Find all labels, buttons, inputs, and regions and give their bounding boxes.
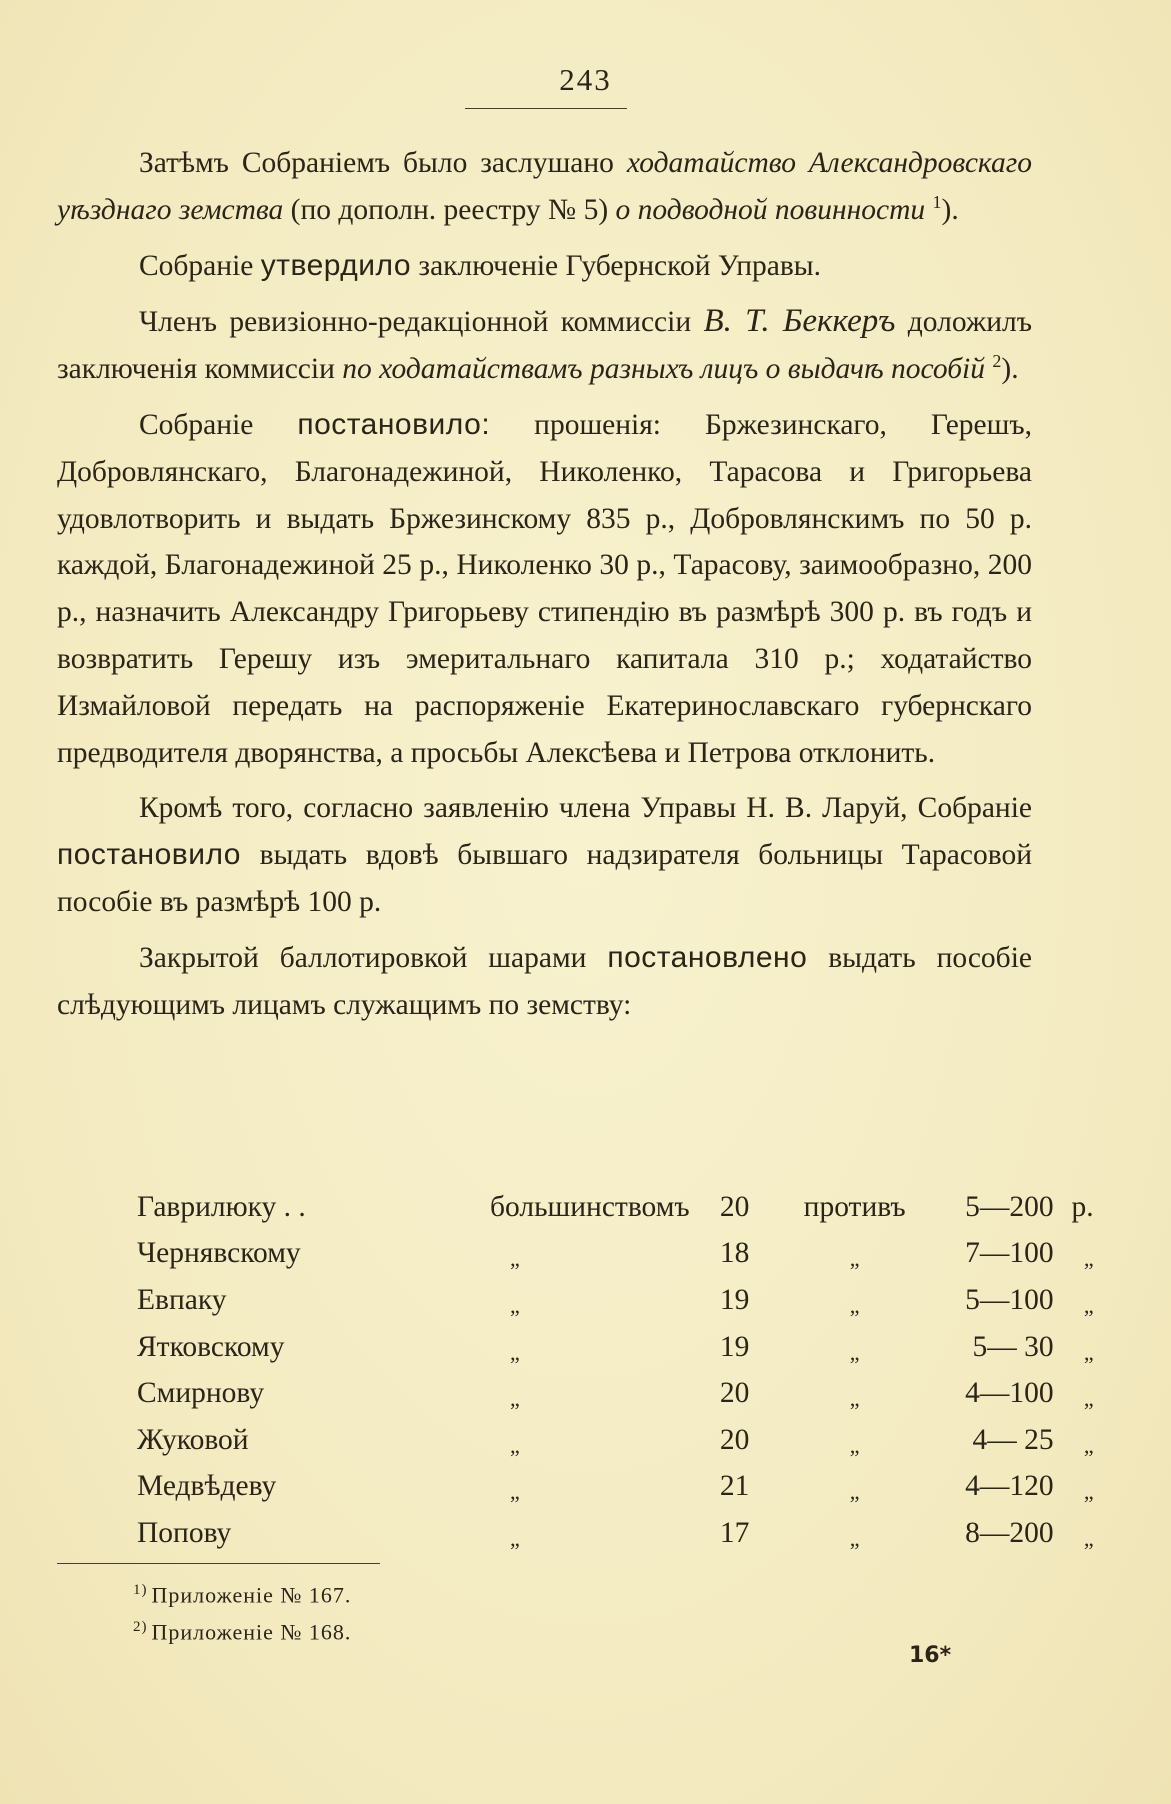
- votes-against: 5: [972, 1330, 988, 1363]
- amount: 120: [1009, 1470, 1054, 1503]
- text-span: Закрытой баллотировкой шарами: [139, 941, 608, 974]
- ditto-cell: [780, 1510, 930, 1557]
- ditto-cell: [490, 1370, 690, 1417]
- body-text: [57, 140, 1032, 1037]
- text-span: прошенія: Бржезинскаго, Герешъ, Добровлянскаго, Благонадежиной, Николенко, Тарасова и Григорьева удовлотворить и выдать Бржезинскому 835 р., Добровлянскимъ по 50 р. каждой, Благонадежиной 25 р., Николенко 30 р., Тарасову, заимообразно, 200 р., назначить Александру Григорьеву стипендію въ размѣрѣ 300 р. въ годъ и возвратить Герешу изъ эмеритальнаго капитала 310 р.; ходатайство Измайловой передать на распоряженіе Екатеринославскаго губернскаго предводителя дворянства, а просьбы Алексѣева и Петрова отклонить.: [57, 408, 1032, 769]
- ditto-cell: [1054, 1417, 1094, 1464]
- ditto-mark: „: [1083, 1386, 1094, 1412]
- text-span: доложилъ заключенія коммиссіи: [57, 306, 1032, 386]
- ditto-cell: [780, 1464, 930, 1511]
- text-span: Собраніе: [139, 249, 261, 282]
- amount: 200: [1009, 1516, 1054, 1549]
- italic-span: о подводной повинности: [615, 193, 926, 226]
- ditto-mark: „: [849, 1525, 860, 1551]
- table-row: [137, 1417, 1094, 1464]
- page-number: 243: [559, 62, 612, 97]
- votes-for: 20: [719, 1423, 750, 1456]
- result: [930, 1417, 1054, 1464]
- paragraph-3: [57, 298, 1032, 393]
- emphasis-span: постановило:: [297, 407, 491, 441]
- ditto-cell: [780, 1277, 930, 1324]
- table-row: [137, 1370, 1094, 1417]
- table-row: [137, 1324, 1094, 1371]
- footnote-mark: 2): [133, 1619, 148, 1636]
- signature-mark: 16*: [909, 1643, 952, 1668]
- dash: —: [979, 1190, 1010, 1223]
- footnote-1: [133, 1574, 351, 1611]
- ditto-mark: „: [510, 1386, 520, 1412]
- ditto-mark: „: [1083, 1432, 1094, 1458]
- ditto-mark: „: [849, 1246, 860, 1272]
- ditto-mark: „: [510, 1525, 520, 1551]
- votes-for: 19: [719, 1283, 750, 1316]
- unit: р.: [1071, 1190, 1094, 1223]
- votes-for: 18: [719, 1237, 750, 1270]
- ditto-mark: „: [849, 1339, 860, 1365]
- dash: —: [979, 1283, 1010, 1316]
- awards-table: [137, 1184, 1094, 1557]
- emphasis-span: постановило: [57, 838, 241, 872]
- text-span: ).: [941, 193, 959, 226]
- italic-span: по ходатайствамъ разныхъ лицъ о выдачѣ пособій: [342, 353, 985, 386]
- votes-for: 20: [719, 1190, 750, 1223]
- page-header: [0, 62, 1171, 98]
- footnote-ref: 1: [932, 191, 942, 212]
- award-name: Попову: [137, 1516, 232, 1549]
- dash: —: [979, 1516, 1010, 1549]
- votes-against: 4: [965, 1470, 980, 1503]
- ditto-mark: „: [1083, 1525, 1094, 1551]
- award-name: Чернявскому: [137, 1237, 301, 1270]
- ditto-mark: „: [510, 1339, 520, 1365]
- award-name: Жуковой: [137, 1423, 249, 1456]
- result: [930, 1370, 1054, 1417]
- emphasis-span: постановлено: [607, 940, 808, 974]
- table-row: [137, 1184, 1094, 1231]
- amount: 30: [1016, 1330, 1054, 1363]
- paragraph-5: [57, 785, 1032, 925]
- text-span: Затѣмъ Собраніемъ было заслушано: [139, 147, 627, 179]
- footnote-text: Приложеніе № 168.: [151, 1619, 352, 1645]
- ditto-cell: [490, 1231, 690, 1278]
- paragraph-6: [57, 935, 1032, 1029]
- italic-span: ходатайство Александровскаго уѣзднаго земства: [57, 147, 1032, 226]
- table-row: [137, 1510, 1094, 1557]
- result: [930, 1464, 1054, 1511]
- dash: —: [979, 1470, 1010, 1503]
- votes-for: 19: [719, 1330, 750, 1363]
- votes-for: 20: [719, 1377, 750, 1410]
- ditto-mark: „: [1083, 1292, 1094, 1318]
- ditto-cell: [1054, 1324, 1094, 1371]
- result: [930, 1231, 1054, 1278]
- ditto-cell: [1054, 1510, 1094, 1557]
- ditto-cell: [490, 1510, 690, 1557]
- footnote-mark: 1): [133, 1582, 148, 1598]
- table-row: [137, 1464, 1094, 1511]
- text-span: выдать пособіе слѣдующимъ лицамъ служащимъ по земству:: [57, 941, 1032, 1021]
- text-span: ).: [1001, 353, 1019, 386]
- votes-against-label: противъ: [803, 1190, 906, 1223]
- italic-name: В. Т. Беккеръ: [703, 303, 896, 340]
- text-span: Собраніе: [139, 408, 298, 441]
- ditto-cell: [780, 1417, 930, 1464]
- votes-against: 4: [972, 1423, 988, 1456]
- ditto-cell: [490, 1277, 690, 1324]
- paragraph-2: [57, 243, 1032, 290]
- ditto-cell: [780, 1324, 930, 1371]
- footnote-ref: 2: [992, 351, 1002, 372]
- amount: 100: [1009, 1237, 1054, 1270]
- footnote-text: Приложеніе № 167.: [151, 1582, 352, 1608]
- ditto-cell: [490, 1464, 690, 1511]
- table-row: [137, 1277, 1094, 1324]
- result: [930, 1510, 1054, 1557]
- votes-against: 4: [965, 1377, 980, 1410]
- amount: 100: [1009, 1283, 1054, 1316]
- table-row: [137, 1231, 1094, 1278]
- votes-against: 5: [965, 1190, 980, 1223]
- vote-label: большинствомъ: [490, 1190, 690, 1223]
- ditto-mark: „: [849, 1479, 860, 1505]
- text-span: Членъ ревизіонно-редакціонной коммиссіи: [139, 306, 704, 339]
- amount: 100: [1009, 1377, 1054, 1410]
- result: [930, 1324, 1054, 1371]
- ditto-cell: [1054, 1231, 1094, 1278]
- dash: —: [979, 1237, 1010, 1270]
- votes-against: 8: [965, 1516, 980, 1549]
- ditto-mark: „: [510, 1479, 520, 1505]
- text-span: заключеніе Губернской Управы.: [411, 249, 821, 282]
- footnote-2: [133, 1611, 351, 1648]
- amount: 25: [1016, 1423, 1054, 1456]
- ditto-mark: „: [849, 1432, 860, 1458]
- dash: —: [979, 1377, 1010, 1410]
- result: [930, 1184, 1054, 1231]
- ditto-cell: [1054, 1464, 1094, 1511]
- ditto-cell: [490, 1324, 690, 1371]
- votes-against: 5: [965, 1283, 980, 1316]
- ditto-mark: „: [510, 1292, 520, 1318]
- votes-against: 7: [965, 1237, 980, 1270]
- ditto-mark: „: [1083, 1339, 1094, 1365]
- amount: 200: [1009, 1190, 1054, 1223]
- ditto-cell: [780, 1370, 930, 1417]
- text-span: (по дополн. реестру № 5): [283, 193, 616, 226]
- ditto-mark: „: [849, 1292, 860, 1318]
- ditto-mark: „: [1083, 1479, 1094, 1505]
- ditto-mark: „: [510, 1246, 520, 1272]
- footnotes: [133, 1574, 351, 1649]
- paragraph-1: [57, 140, 1032, 234]
- dash: —: [987, 1330, 1017, 1363]
- ditto-mark: „: [849, 1386, 860, 1412]
- result: [930, 1277, 1054, 1324]
- paragraph-4: [57, 402, 1032, 776]
- ditto-cell: [780, 1231, 930, 1278]
- ditto-cell: [490, 1417, 690, 1464]
- award-name: Медвѣдеву: [137, 1470, 277, 1503]
- header-rule: [465, 108, 627, 109]
- ditto-mark: „: [510, 1432, 520, 1458]
- dash: —: [987, 1423, 1017, 1456]
- text-span: Кромѣ того, согласно заявленію члена Управы Н. В. Ларуй, Собраніе: [139, 792, 1032, 825]
- footnote-rule: [57, 1563, 380, 1564]
- emphasis-span: утвердило: [260, 248, 412, 282]
- votes-for: 21: [719, 1470, 750, 1503]
- award-name: Ятковскому: [137, 1330, 285, 1363]
- award-name: Гаврилюку . .: [137, 1190, 306, 1223]
- award-name: Евпаку: [137, 1283, 227, 1316]
- award-name: Смирнову: [137, 1377, 265, 1410]
- ditto-mark: „: [1083, 1246, 1094, 1272]
- votes-for: 17: [719, 1516, 750, 1549]
- ditto-cell: [1054, 1370, 1094, 1417]
- ditto-cell: [1054, 1277, 1094, 1324]
- text-span: выдать вдовѣ бывшаго надзирателя больницы Тарасовой пособіе въ размѣрѣ 100 р.: [57, 839, 1032, 918]
